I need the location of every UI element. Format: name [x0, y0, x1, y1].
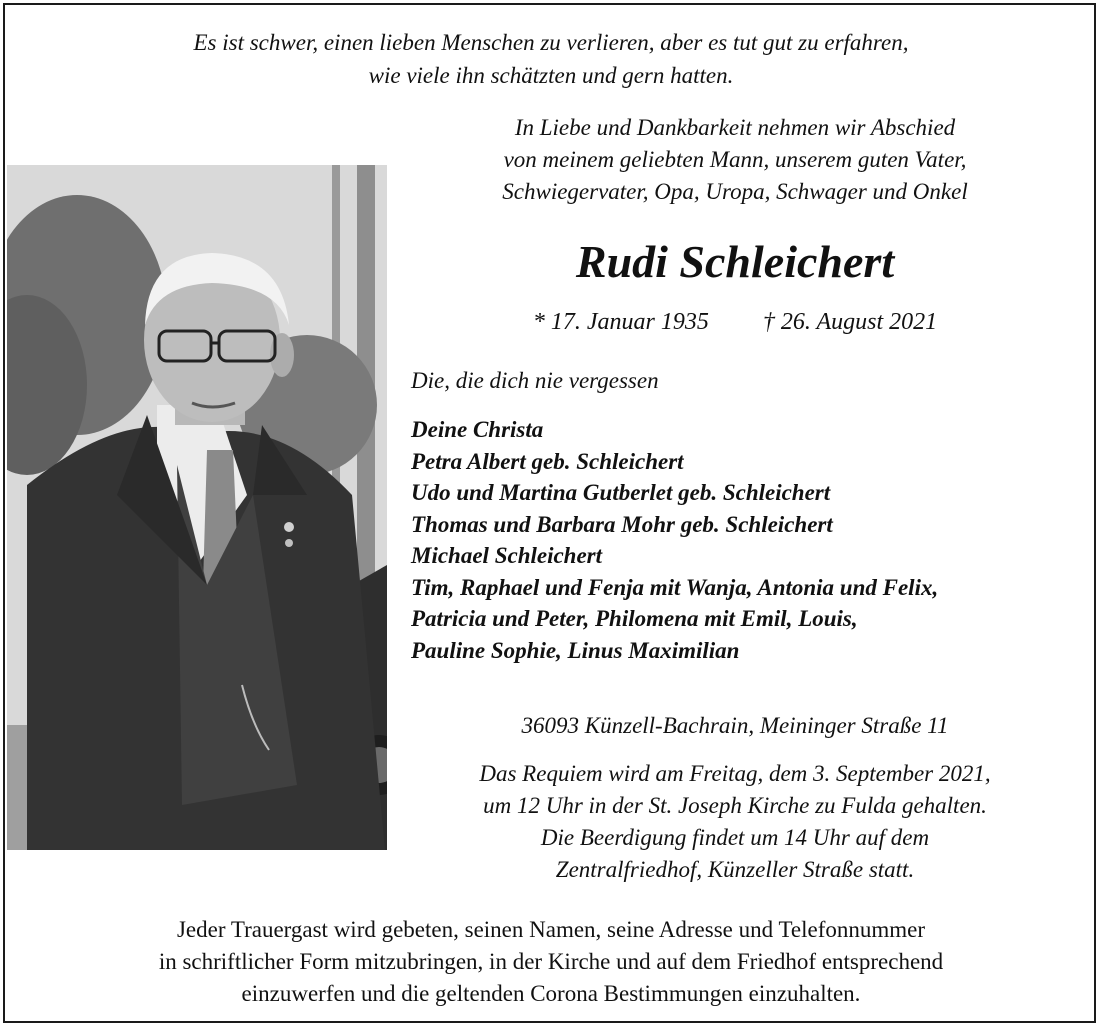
notice-line: einzuwerfen und die geltenden Corona Bestimmungen einzuhalten.	[241, 981, 861, 1006]
mourner-line: Udo und Martina Gutberlet geb. Schleichert	[411, 480, 831, 505]
family-address: 36093 Künzell-Bachrain, Meininger Straße 11	[521, 713, 949, 738]
notice-line: in schriftlicher Form mitzubringen, in der Kirche und auf dem Friedhof entsprechend	[158, 949, 944, 974]
service-line: um 12 Uhr in der St. Joseph Kirche zu Fulda gehalten.	[483, 793, 987, 818]
intro-line: Schwiegervater, Opa, Uropa, Schwager und Onkel	[502, 179, 968, 204]
opening-quote	[0, 26, 1102, 92]
mourner-line: Petra Albert geb. Schleichert	[411, 448, 684, 474]
intro-line: von meinem geliebten Mann, unserem guten Vater,	[503, 147, 967, 172]
service-details	[420, 758, 1050, 886]
service-line: Die Beerdigung findet um 14 Uhr auf dem	[540, 825, 930, 850]
notice-line: Jeder Trauergast wird gebeten, seinen Namen, seine Adresse und Telefonnummer	[176, 917, 926, 942]
guest-notice	[0, 914, 1102, 1010]
mourner-line: Patricia und Peter, Philomena mit Emil, Louis,	[411, 606, 858, 631]
mourners-list	[411, 414, 938, 666]
deceased-name: Rudi Schleichert	[575, 236, 895, 287]
mourner-line: Pauline Sophie, Linus Maximilian	[411, 637, 740, 663]
mourner-line: Thomas und Barbara Mohr geb. Schleichert	[411, 511, 833, 537]
life-dates	[420, 306, 1050, 338]
mourner-line: Tim, Raphael und Fenja mit Wanja, Antonia und Felix,	[411, 574, 939, 600]
service-line: Zentralfriedhof, Künzeller Straße statt.	[555, 857, 915, 882]
farewell-intro	[420, 112, 1050, 208]
mourners-tagline: Die, die dich nie vergessen	[411, 368, 659, 393]
birth-date: * 17. Januar 1935	[532, 309, 709, 335]
service-line: Das Requiem wird am Freitag, dem 3. September 2021,	[479, 761, 991, 786]
mourner-line: Michael Schleichert	[411, 543, 603, 568]
intro-line: In Liebe und Dankbarkeit nehmen wir Abschied	[514, 115, 956, 140]
portrait-photo	[7, 165, 387, 850]
death-date: † 26. August 2021	[762, 309, 938, 335]
quote-line: wie viele ihn schätzten und gern hatten.	[368, 63, 734, 88]
quote-line: Es ist schwer, einen lieben Menschen zu verlieren, aber es tut gut zu erfahren,	[193, 30, 909, 55]
mourner-line: Deine Christa	[411, 417, 544, 442]
